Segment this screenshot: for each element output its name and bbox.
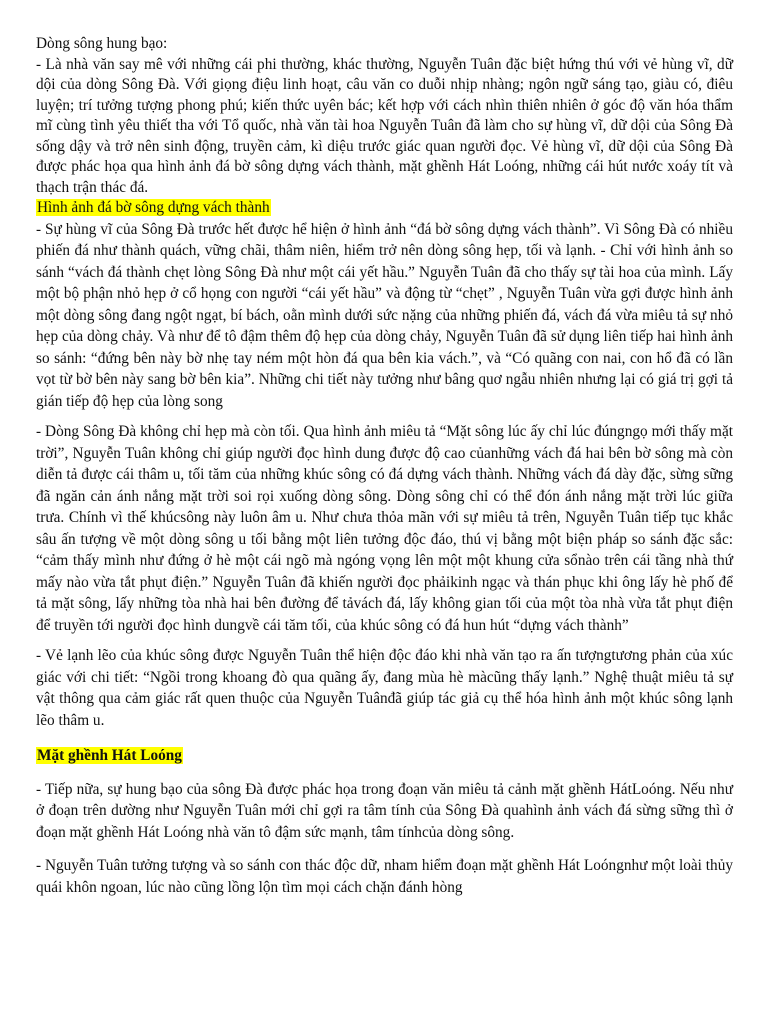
highlighted-heading-text: Hình ảnh đá bờ sông dựng vách thành <box>37 199 270 216</box>
paragraph-hat-loong-intro: - Tiếp nữa, sự hung bạo của sông Đà được phác họa trong đoạn văn miêu tả cảnh mặt ghềnh HátLoóng. Nếu như ở đoạn trên dường như Nguyễn Tuân mới chỉ gợi ra tâm tính của Sông Đà quahình ảnh vách đá sừng sững thì ở đoạn mặt ghềnh Hát Loóng nhà văn tô đậm sức mạnh, tâm tínhcủa dòng sông. <box>36 780 733 841</box>
paragraph-do-hep: - Sự hùng vĩ của Sông Đà trước hết được hể hiện ở hình ảnh “đá bờ sông dựng vách thành”. Vì Sông Đà có nhiều phiến đá như thành quách, vững chãi, thâm niên, hiểm trở nên dòng sông hẹp, tối và lạnh. - Chỉ với hình ảnh so sánh “vách đá thành chẹt lòng Sông Đà như một cái yết hầu.” Nguyễn Tuân đã cho thấy sự tài hoa của mình. Lấy một bộ phận nhỏ hẹp ở cổ họng con người “cái yết hầu” và động từ “chẹt” , Nguyễn Tuân vừa gợi được hình ảnh một dòng sông đang ngột ngạt, bí bách, oằn mình dưới sức nặng của những phiến đá, vách đá vừa miêu tả sự nhỏ hẹp của dòng chảy. Và như để tô đậm thêm độ hẹp của dòng chảy, Nguyễn Tuân đã sử dụng liên tiếp hai hình ảnh so sánh: “đứng bên này bờ nhẹ tay ném một hòn đá qua bên kia vách.”, và “Có quãng con nai, con hổ đã có lần vọt từ bờ bên này sang bờ bên kia”. Những chi tiết này tưởng như bâng quơ ngẫu nhiên nhưng lại có giá trị gợi tả gián tiếp độ hẹp của lòng song <box>36 220 733 410</box>
paragraph-spacer <box>36 412 733 421</box>
section-title: Dòng sông hung bạo: <box>36 35 168 52</box>
heading-mat-ghenh-hat-loong <box>36 745 733 767</box>
paragraph-lanh-leo: - Vẻ lạnh lẽo của khúc sông được Nguyễn Tuân thể hiện độc đáo khi nhà văn tạo ra ấn tượngtương phản của xúc giác với chi tiết: “Ngồi trong khoang đò qua quãng ấy, đang mùa hè màcũng thấy lạnh.” Nghệ thuật miêu tả sự vật thông qua cảm giác rất quen thuộc của Nguyễn Tuânđã giúp tác giả cụ thể hóa hình ảnh một khúc sông lạnh lẽo thâm u. <box>36 647 733 729</box>
highlighted-heading-text: Mặt ghềnh Hát Loóng <box>37 747 182 764</box>
paragraph-do-toi: - Dòng Sông Đà không chỉ hẹp mà còn tối. Qua hình ảnh miêu tả “Mặt sông lúc ấy chỉ lúc đúngngọ mới thấy mặt trời”, Nguyễn Tuân không chỉ giúp người đọc hình dung được độ cao củanhững vách đá hai bên bờ sông mà còn diễn tả được cái thâm u, tối tăm của những khúc sông có đá dựng vách thành. Những vách đá dày đặc, sừng sững đã ngăn cản ánh nắng mặt trời soi rọi xuống dòng sông. Dòng sông chỉ có thể đón ánh nắng mặt trời lúc giữa trưa. Chính vì thế khúcsông này luôn âm u. Như chưa thỏa mãn với sự miêu tả trên, Nguyễn Tuân tiếp tục khắc sâu ấn tượng về một dòng sông u tối bằng một liên tưởng độc đáo, thú vị bằng một biện pháp so sánh đặc sắc: “cảm thấy mình như đứng ở hè một cái ngõ mà ngóng vọng lên một một khung cửa sổnào trên cái tầng nhà thứ mấy nào vừa tắt phụt điện.” Nguyễn Tuân đã khiến người đọc phảikinh ngạc và thán phục khi ông lấy hè phố để tả mặt sông, lấy những tòa nhà hai bên đường để tảvách đá, lấy không gian tối của một tòa nhà vừa tắt phụt điện để truyền tới người đọc hình dungvề cái tăm tối, của khúc sông có đá hun hút “dựng vách thành” <box>36 423 733 634</box>
paragraph-spacer <box>36 731 733 745</box>
paragraph-spacer <box>36 767 733 779</box>
intro-paragraph: - Là nhà văn say mê với những cái phi thường, khác thường, Nguyễn Tuân đặc biệt hứng thú với vẻ hùng vĩ, dữ dội của dòng Sông Đà. Với giọng điệu linh hoạt, câu văn co duỗi nhịp nhàng; ngôn ngữ sáng tạo, giàu có, điêu luyện; trí tưởng tượng phong phú; kiến thức uyên bác; kết hợp với cách nhìn thiên nhiên ở góc độ văn hóa thẩm mĩ cùng tình yêu thiết tha với Tổ quốc, nhà văn tài hoa Nguyễn Tuân đã làm cho sự hùng vĩ, dữ dội của Sông Đà sống dậy và trở nên sinh động, truyền cảm, kì diệu trước giác quan người đọc. Vẻ hùng vĩ, dữ dội của Sông Đà được phác họa qua hình ảnh đá bờ sông dựng vách thành, mặt ghềnh Hát Loóng, những cái hút nước xoáy tít và thạch trận thác đá. <box>36 55 733 196</box>
heading-hinh-anh-da-bo-song <box>36 198 733 219</box>
paragraph-thuy-quai: - Nguyễn Tuân tưởng tượng và so sánh con thác độc dữ, nham hiểm đoạn mặt ghềnh Hát Loóngnhư một loài thủy quái khôn ngoan, lúc nào cũng lồng lộn tìm mọi cách chặn đánh hòng <box>36 857 733 896</box>
paragraph-spacer <box>36 843 733 855</box>
paragraph-spacer <box>36 636 733 645</box>
